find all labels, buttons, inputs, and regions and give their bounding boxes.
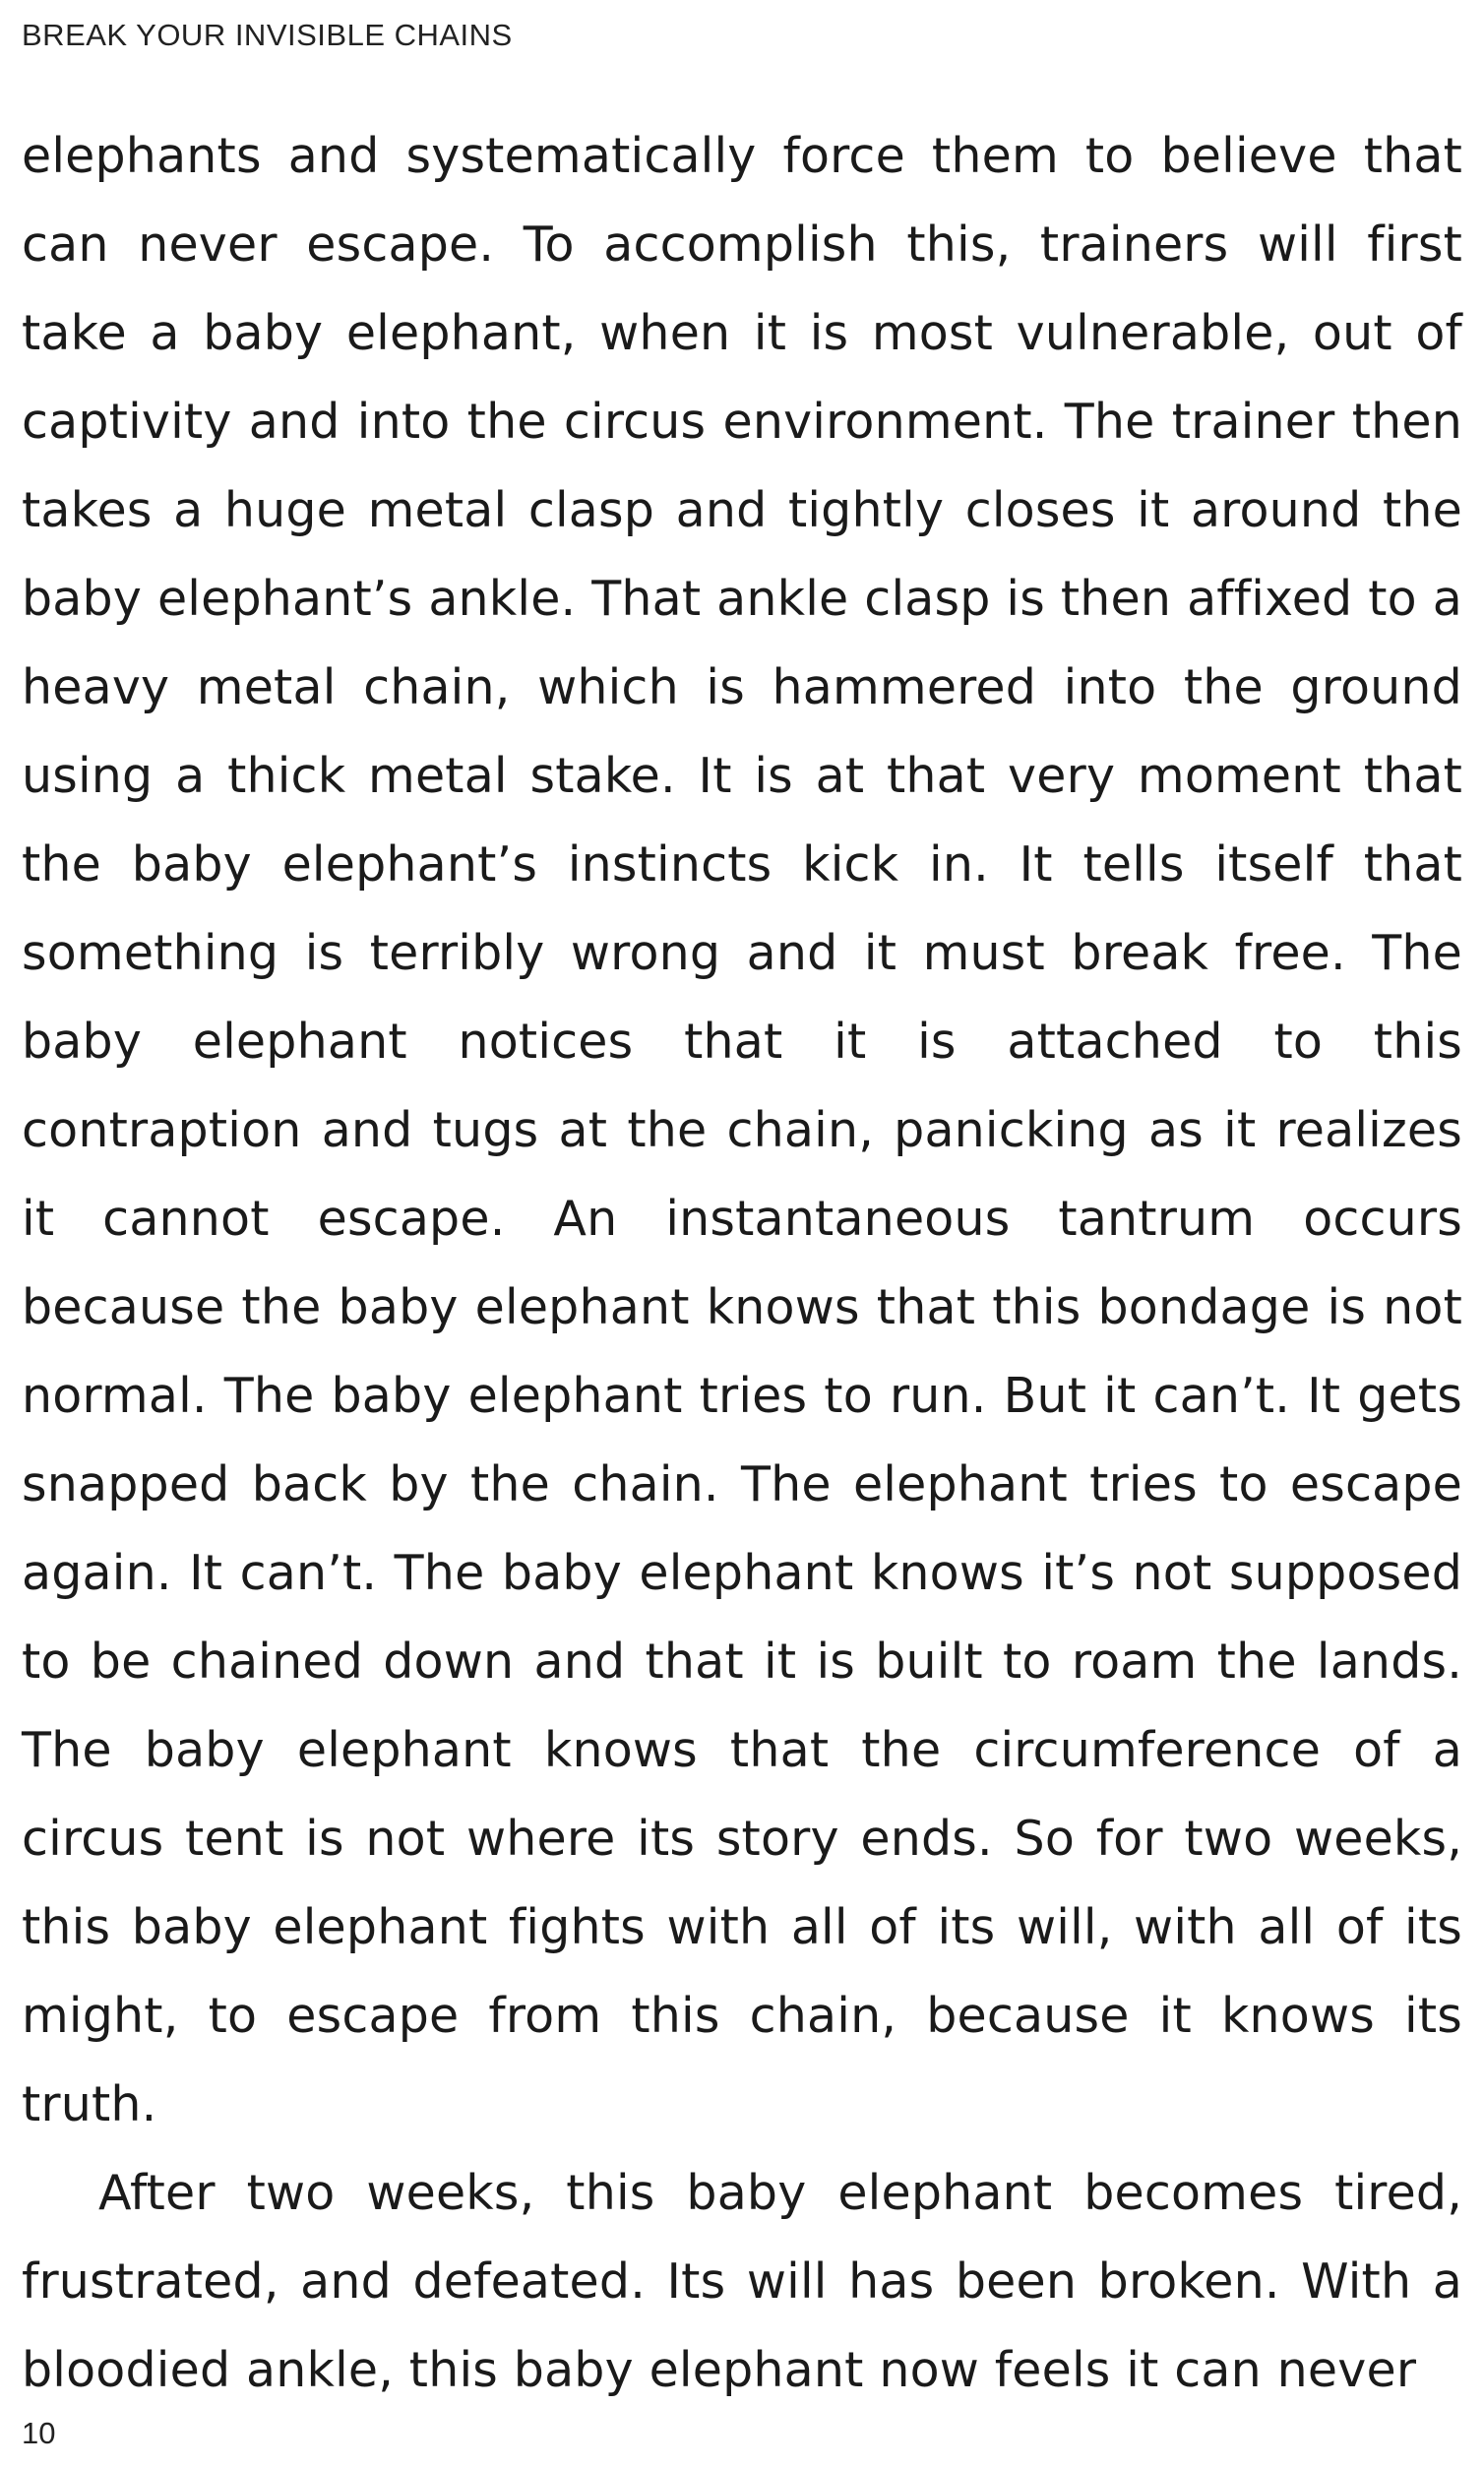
paragraph: After two weeks, this baby elephant becomes tired, frustrated, and defeated. Its will has been broken. With a bloodied ankle, this baby elephant now feels it can never [22, 2165, 1462, 2398]
page-number: 10 [22, 2416, 56, 2450]
body-text [22, 112, 1462, 2415]
paragraph-continued: elephants and systematically force them to believe that can never escape. To accomplish this, trainers will first take a baby elephant, when it is most vulnerable, out of captivity and into the circus environment. The trainer then takes a huge metal clasp and tightly closes it around the baby elephant’s ankle. That ankle clasp is then affixed to a heavy metal chain, which is hammered into the ground using a thick metal stake. It is at that very moment that the baby elephant’s instincts kick in. It tells itself that something is terribly wrong and it must break free. The baby elephant notices that it is attached to this contraption and tugs at the chain, panicking as it realizes it cannot escape. An instantaneous tantrum occurs because the baby elephant knows that this bondage is not normal. The baby elephant tries to run. But it can’t. It gets snapped back by the chain. The elephant tries to escape again. It can’t. The baby elephant knows it’s not supposed to be chained down and that it is built to roam the lands. The baby elephant knows that the circumference of a circus tent is not where its story ends. So for two weeks, this baby elephant fights with all of its will, with all of its might, to escape from this chain, because it knows its truth. [22, 128, 1462, 2132]
running-header: BREAK YOUR INVISIBLE CHAINS [22, 18, 513, 52]
